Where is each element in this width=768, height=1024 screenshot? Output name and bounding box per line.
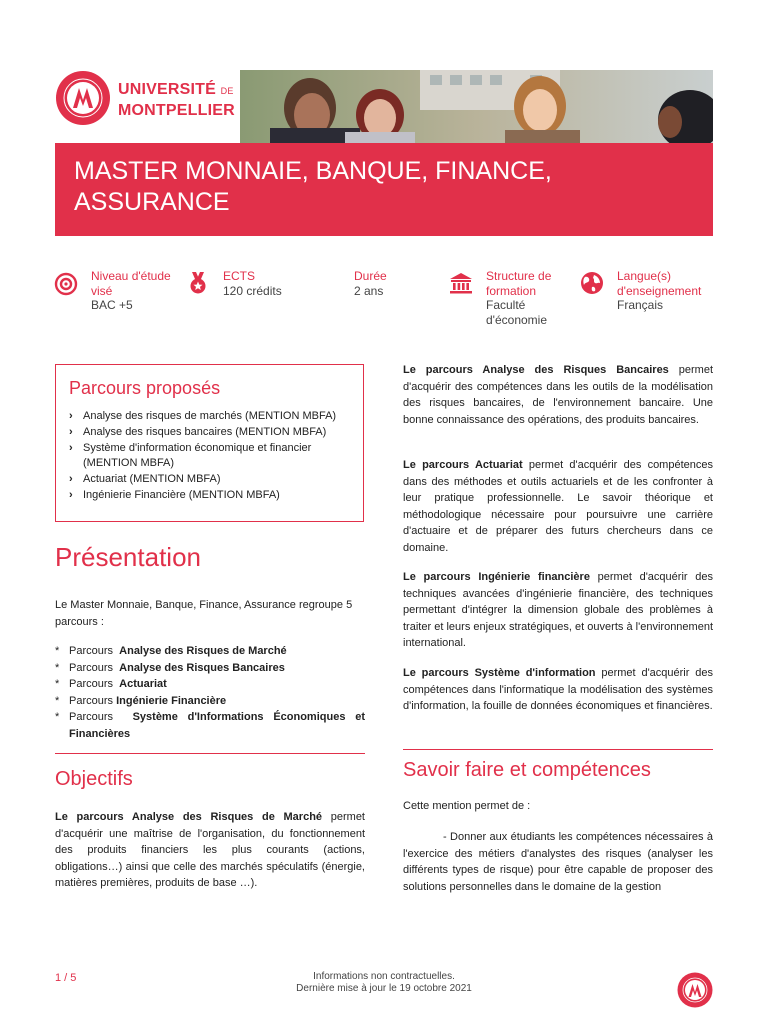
list-item: › Ingénierie Financière (MENTION MBFA) bbox=[69, 488, 359, 504]
list-item: * Parcours Ingénierie Financière bbox=[55, 694, 227, 707]
info-structure-value: Faculté d'économie bbox=[486, 298, 547, 327]
chevron-right-icon: › bbox=[69, 425, 73, 438]
info-structure-label: Structure de formation bbox=[486, 269, 552, 298]
parcours-systeme-paragraph: Le parcours Système d'information permet d'acquérir des compétences dans l'informatique la modélisation des systèmes d'information, la fouille de données économiques et financières. bbox=[403, 667, 713, 712]
info-level-label: Niveau d'étude visé bbox=[91, 269, 171, 298]
university-wordmark: UNIVERSITÉ DE MONTPELLIER bbox=[118, 81, 235, 119]
info-duration-value: 2 ans bbox=[354, 284, 384, 298]
divider bbox=[55, 753, 365, 754]
university-seal-logo bbox=[55, 70, 111, 126]
parcours-bancaires-paragraph: Le parcours Analyse des Risques Bancaires permet d'acquérir des compétences dans les outils de la modélisation des risques bancaires, de l'environnement bancaire. Une bonne connaissance des opérations, des produits bancaires. bbox=[403, 364, 714, 426]
page-number: 1 / 5 bbox=[55, 972, 77, 984]
list-item: * Parcours Analyse des Risques de Marché bbox=[55, 645, 287, 657]
list-item: › Système d'information économique et financier (MENTION MBFA) bbox=[69, 441, 312, 470]
parcours-list bbox=[69, 409, 359, 504]
list-item: › Analyse des risques de marchés (MENTION MBFA) bbox=[69, 409, 359, 425]
target-icon bbox=[54, 272, 78, 296]
info-language-value: Français bbox=[617, 298, 664, 312]
parcours-title: Parcours proposés bbox=[69, 378, 221, 398]
footer-disclaimer: Informations non contractuelles. Dernière mise à jour le 19 octobre 2021 bbox=[296, 971, 472, 994]
parcours-ingenierie-paragraph: Le parcours Ingénierie financière permet d'acquérir des techniques avancées d'ingénierie financière, des techniques permettant d'intégrer la dimension globale des problèmes à traiter et leurs enjeux stratégiques, et ouverts à l'environnement international. bbox=[403, 571, 713, 649]
info-ects-label: ECTS bbox=[223, 269, 256, 283]
info-ects-value: 120 crédits bbox=[223, 284, 282, 298]
chevron-right-icon: › bbox=[69, 488, 73, 501]
list-item: * Parcours Actuariat bbox=[55, 678, 167, 690]
list-item: › Actuariat (MENTION MBFA) bbox=[69, 472, 359, 488]
objectifs-heading: Objectifs bbox=[55, 768, 133, 790]
university-seal-small-logo bbox=[677, 972, 713, 1008]
presentation-list bbox=[55, 643, 365, 742]
globe-icon bbox=[580, 271, 604, 295]
list-item: * Parcours Analyse des Risques Bancaires bbox=[55, 661, 285, 674]
savoir-intro: Cette mention permet de : bbox=[403, 800, 531, 812]
chevron-right-icon: › bbox=[69, 473, 73, 486]
divider bbox=[403, 749, 713, 750]
savoir-item: - Donner aux étudiants les compétences nécessaires à l'exercice des métiers d'analystes des risques (analyser les différents types de risque) pour être capable de proposer des solutions personnelles dans le domaine de la gestion bbox=[403, 831, 713, 893]
institution-icon bbox=[449, 271, 473, 295]
info-language-label: Langue(s) d'enseignement bbox=[617, 269, 702, 298]
presentation-heading: Présentation bbox=[55, 542, 201, 572]
page-title: MASTER MONNAIE, BANQUE, FINANCE, ASSURANCE bbox=[74, 157, 552, 216]
presentation-intro: Le Master Monnaie, Banque, Finance, Assurance regroupe 5 parcours : bbox=[55, 599, 353, 628]
students-photo bbox=[240, 70, 713, 143]
chevron-right-icon: › bbox=[69, 441, 73, 454]
list-item: › Analyse des risques bancaires (MENTION MBFA) bbox=[69, 425, 359, 441]
info-duration-label: Durée bbox=[354, 269, 387, 283]
objectifs-paragraph: Le parcours Analyse des Risques de Marché permet d'acquérir une maîtrise de l'organisation, du fonctionnement des produits financiers les plus courants (actions, obligations…) ainsi que celle des marchés spéculatifs (énergie, matières premières, produits de base …). bbox=[55, 811, 365, 889]
medal-icon bbox=[186, 271, 210, 295]
info-level-value: BAC +5 bbox=[91, 298, 133, 312]
parcours-actuariat-paragraph: Le parcours Actuariat permet d'acquérir des compétences dans des méthodes et outils actuariels et de les confronter à leur pratique professionnelle. Le savoir théorique et méthodologique nécessaire pour poursuivre une carrière d'actuaire et de préparer des futurs chercheurs dans ce domaine. bbox=[403, 459, 713, 554]
list-item: * Parcours Système d'Informations Économiques et Financières bbox=[55, 711, 365, 740]
chevron-right-icon: › bbox=[69, 410, 73, 422]
savoir-heading: Savoir faire et compétences bbox=[403, 759, 651, 781]
